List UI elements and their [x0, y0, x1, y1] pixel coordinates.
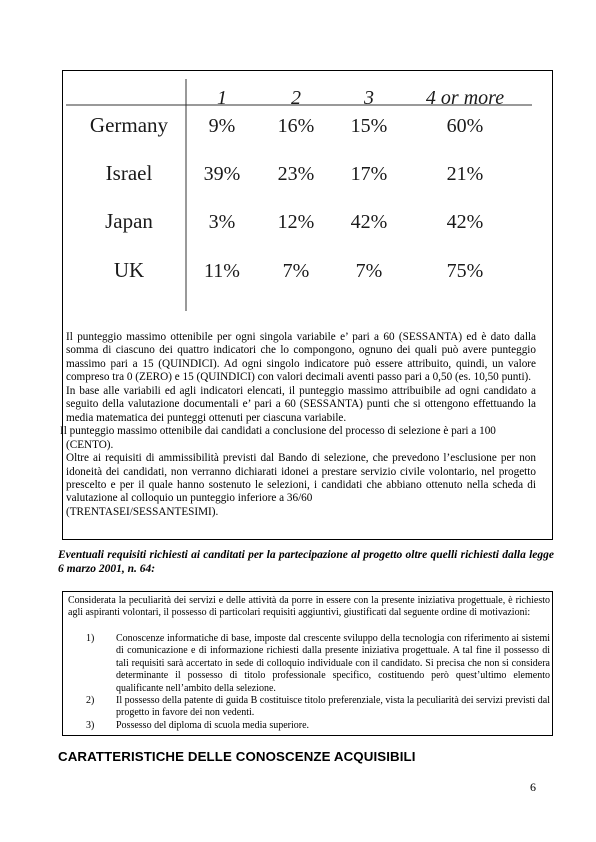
cell: 42% [350, 211, 388, 233]
row-country: Germany [89, 113, 169, 137]
cell: 17% [350, 163, 388, 185]
list-number: 2) [86, 695, 95, 707]
cell: 75% [446, 260, 484, 282]
row-country: Israel [105, 161, 153, 185]
list-text: Possesso del diploma di scuola media superiore. [116, 719, 310, 731]
cell: 39% [203, 163, 241, 185]
scoring-paragraph: Oltre ai requisiti di ammissibilità previsti dal Bando di selezione, che prevedono l’esclusione per non idoneità dei candidati, non verranno dichiarati idonei a prestare servizio civile volontario, nel progetto prescelto e per il quale hanno sostenuto le selezioni, i candidati che abbiano ottenuto nella scheda di valutazione al colloquio un punteggio inferiore a 36/60 [66, 452, 536, 505]
statistics-table-svg [64, 79, 534, 311]
cell: 9% [208, 115, 236, 137]
list-item [86, 633, 550, 695]
cell: 12% [277, 211, 315, 233]
cell: 7% [355, 260, 383, 282]
list-number: 1) [86, 633, 95, 644]
section-heading: CARATTERISTICHE DELLE CONOSCENZE ACQUISIBILI [58, 749, 416, 764]
scoring-paragraph: In base alle variabili ed agli indicatori elencati, il punteggio massimo attribuibile ad ogni candidato a seguito della valutazione documentali e’ pari a 60 (SESSANTA) punti che si ottengono effettuando la media matematica dei punteggi ottenuti per ciascuna variabile. [66, 384, 536, 424]
col-header-4: 4 or more [425, 87, 505, 109]
page-number: 6 [530, 780, 536, 794]
cell: 23% [277, 163, 315, 185]
cell: 11% [204, 260, 240, 282]
scoring-paragraph: (TRENTASEI/SESSANTESIMI). [66, 505, 219, 518]
list-item [86, 695, 550, 720]
cell: 42% [446, 211, 484, 233]
row-country: Japan [105, 209, 153, 233]
list-number: 3) [86, 719, 95, 731]
scoring-paragraph: (CENTO). [66, 438, 114, 451]
requirements-list [86, 633, 550, 732]
cell: 16% [277, 115, 315, 137]
statistics-table-image [64, 79, 534, 311]
list-text: Conoscenze informatiche di base, imposte dal crescente sviluppo della tecnologia con riferimento ai sistemi di comunicazione e di informazione richiesti dalla presente iniziativa progettuale. A tal fine il possesso di tali requisiti sarà accertato in sede di colloquio individuale con il candidato. Si precisa che non si considera determinante il possesso di titolo professionale specifico, costituendo però quest’ultimo elemento qualificante nell’ambito della selezione. [116, 633, 550, 694]
list-text: Il possesso della patente di guida B costituisce titolo preferenziale, vista la peculiarità dei servizi previsti dal progetto in favore dei non vedenti. [116, 695, 550, 719]
cell: 3% [208, 211, 236, 233]
row-country: UK [113, 258, 145, 282]
cell: 15% [350, 115, 388, 137]
scoring-text [60, 331, 536, 519]
requirements-intro: Considerata la peculiarità dei servizi e delle attività da porre in essere con la presente iniziativa progettuale, è richiesto agli aspiranti volontari, il possesso di particolari requisiti aggiuntivi, giustificati dal seguente ordine di motivazioni: [68, 595, 550, 619]
col-header-2: 2 [291, 87, 301, 109]
requirements-title: Eventuali requisiti richiesti ai canditati per la partecipazione al progetto oltre quelli richiesti dalla legge 6 marzo 2001, n. 64: [58, 549, 554, 575]
cell: 7% [282, 260, 310, 282]
cell: 21% [446, 163, 484, 185]
cell: 60% [446, 115, 484, 137]
scoring-paragraph: Il punteggio massimo ottenibile dai candidati a conclusione del processo di selezione è pari a 100 [60, 425, 496, 438]
col-header-3: 3 [364, 87, 374, 109]
list-item [86, 720, 550, 732]
col-header-1: 1 [217, 87, 227, 109]
scoring-paragraph: Il punteggio massimo ottenibile per ogni singola variabile e’ pari a 60 (SESSANTA) ed è dato dalla somma di ciascuno dei quattro indicatori che lo compongono, ognuno dei quali può avere punteggio massimo pari a 15 (QUINDICI). Ad ogni singolo indicatore può essere attribuito, quindi, un valore compreso tra 0 (ZERO) e 15 (QUINDICI) con valori decimali aventi passo pari a 0,50 (es. 10,50 punti). [66, 331, 536, 384]
